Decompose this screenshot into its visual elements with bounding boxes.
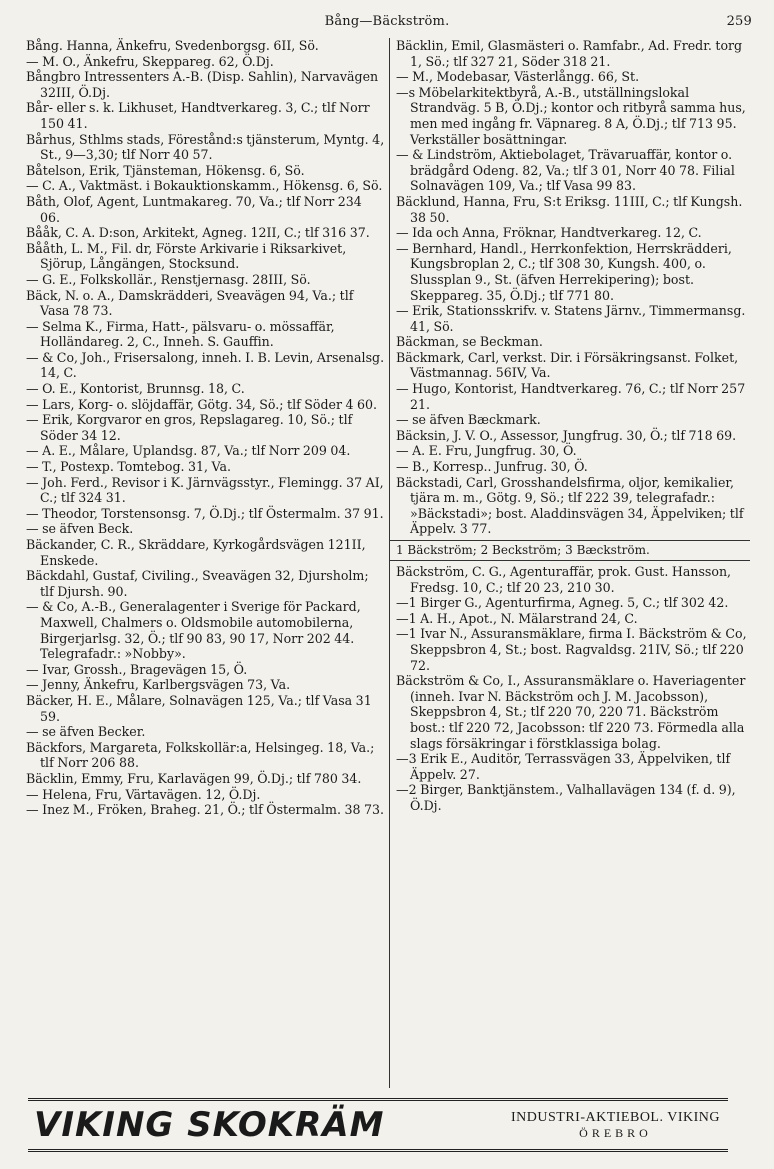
directory-entry: Bäckdahl, Gustaf, Civiling., Sveavägen 32, Djursholm; tlf Djursh. 90. [26,568,369,599]
directory-entry: — Jenny, Änkefru, Karlbergsvägen 73, Va. [26,677,291,693]
directory-entry: — M., Modebasar, Västerlångg. 66, St. [395,69,640,85]
directory-entry: Bångbro Intressenters A.-B. (Disp. Sahlin), Narvavägen 32III, Ö.Dj. [26,69,379,100]
directory-entry: — Joh. Ferd., Revisor i K. Järnvägsstyr., Flemingg. 37 AI, C.; tlf 324 31. [26,474,384,506]
directory-entry: Bäckström & Co, I., Assuransmäklare o. Haveriagenter (inneh. Ivar N. Bäckström och J. M. Jacobsson), Skeppsbron 4, St.; tlf 220 70, 220 71. Bäckström bost.: tlf 220 72, Jacobsson: tlf 220 73. Förmedla alla slags försäkringar i förstklassiga bolag. [395,673,746,751]
directory-entry: — Inez M., Fröken, Braheg. 21, Ö.; tlf Östermalm. 38 73. [26,802,385,818]
directory-entry: Båtelson, Erik, Tjänsteman, Hökensg. 6, Sö. [26,162,305,178]
directory-entry: Bäcklin, Emmy, Fru, Karlavägen 99, Ö.Dj.; tlf 780 34. [26,770,362,786]
directory-entry: — A. E., Målare, Uplandsg. 87, Va.; tlf Norr 209 04. [26,443,351,459]
directory-entry: — B., Korresp.. Junfrug. 30, Ö. [395,459,588,475]
directory-entry: — M. O., Änkefru, Skeppareg. 62, Ö.Dj. [26,53,274,69]
directory-entry: Bårhus, Sthlms stads, Förestånd:s tjänsterum, Myntg. 4, St., 9—3,30; tlf Norr 40 57. [26,131,385,163]
directory-entry: — Selma K., Firma, Hatt-, pälsvaru- o. mössaffär, Holländareg. 2, C., Inneh. S. Gauffin. [26,318,335,350]
directory-entry: — T., Postexp. Tomtebog. 31, Va. [26,459,231,475]
directory-entry: Bäcksin, J. V. O., Assessor, Jungfrug. 30, Ö.; tlf 718 69. [395,427,737,443]
directory-entry: —1 Birger G., Agenturfirma, Agneg. 5, C.; tlf 302 42. [395,595,729,611]
directory-entry: — & Co, Joh., Frisersalong, inneh. I. B. Levin, Arsenalsg. 14, C. [26,349,385,381]
directory-entry: — & Co, A.-B., Generalagenter i Sverige för Packard, Maxwell, Chalmers o. Oldsmobile automobilerna, Birgerjarlsg. 32, Ö.; tlf 90 83, 90 17, Norr 202 44. Telegrafadr.: »Nobby». [26,599,361,662]
manufacturer [511,1110,728,1141]
directory-entry: — A. E. Fru, Jungfrug. 30, Ö. [395,443,577,459]
directory-entry: Bäckström, C. G., Agenturaffär, prok. Gust. Hansson, Fredsg. 10, C.; tlf 20 23, 210 30. [395,564,732,595]
directory-columns [26,38,750,1088]
page-number: 259 [726,14,752,29]
directory-entry: — Lars, Korg- o. slöjdaffär, Götg. 34, Sö.; tlf Söder 4 60. [26,396,378,412]
manufacturer-name: INDUSTRI-AKTIEBOL. VIKING [511,1109,720,1125]
directory-entry: — se äfven Bæckmark. [395,412,541,428]
directory-entry: — G. E., Folkskollär., Renstjernasg. 28III, Sö. [26,271,311,287]
directory-entry: — Erik, Korgvaror en gros, Repslagareg. 10, Sö.; tlf Söder 34 12. [26,412,353,443]
directory-entry: Bäckman, se Beckman. [395,334,543,350]
directory-entry: — se äfven Becker. [26,724,146,740]
directory-entry: Bäcklin, Emil, Glasmästeri o. Ramfabr., Ad. Fredr. torg 1, Sö.; tlf 327 21, Söder 318 21. [395,38,743,69]
directory-entry: Bäckfors, Margareta, Folkskollär:a, Helsingeg. 18, Va.; tlf Norr 206 88. [26,739,375,771]
directory-entry: —3 Erik E., Auditör, Terrassvägen 33, Äppelviken, tlf Äppelv. 27. [395,751,731,782]
right-column [390,38,750,1088]
directory-entry: Bäckander, C. R., Skräddare, Kyrkogårdsvägen 121II, Enskede. [26,537,366,568]
directory-entry: Bååk, C. A. D:son, Arkitekt, Agneg. 12II, C.; tlf 316 37. [26,225,370,241]
directory-entry: — Ivar, Grossh., Bragevägen 15, Ö. [26,661,248,677]
running-head [0,14,774,29]
right-column-bottom [396,564,750,814]
directory-entry: — O. E., Kontorist, Brunnsg. 18, C. [26,381,245,397]
directory-entry: — Helena, Fru, Värtavägen. 12, Ö.Dj. [26,786,261,802]
directory-entry: Bäckmark, Carl, verkst. Dir. i Försäkringsanst. Folket, Västmannag. 56IV, Va. [395,349,739,381]
directory-entry: Bång. Hanna, Änkefru, Svedenborgsg. 6II, Sö. [26,38,319,53]
directory-entry: Båth, Olof, Agent, Luntmakareg. 70, Va.; tlf Norr 234 06. [26,193,362,225]
directory-entry: — & Lindström, Aktiebolaget, Trävaruaffär, kontor o. brädgård Odeng. 82, Va.; tlf 3 01, Norr 40 78. Filial Solnavägen 109, Va.; tlf Vasa 99 83. [395,147,735,194]
directory-entry: Bäckstadi, Carl, Grosshandelsfirma, oljor, kemikalier, tjära m. m., Götg. 9, Sö.; tlf 222 39, telegrafadr.: »Bäckstadi»; bost. Aladdinsvägen 34, Äppelviken; tlf Äppelv. 3 77. [395,474,744,537]
directory-entry: —2 Birger, Banktjänstem., Valhallavägen 134 (f. d. 9), Ö.Dj. [395,782,736,813]
directory-entry: — Ida och Anna, Fröknar, Handtverkareg. 12, C. [395,225,702,241]
directory-entry: Bååth, L. M., Fil. dr, Förste Arkivarie i Riksarkivet, Sjörup, Långängen, Stocksund. [26,240,347,272]
directory-entry: — Theodor, Torstensonsg. 7, Ö.Dj.; tlf Östermalm. 37 91. [26,505,384,521]
brand-name: VIKING SKOKRÄM [34,1105,385,1145]
right-column-top [396,38,750,537]
directory-entry: — Bernhard, Handl., Herrkonfektion, Herrskrädderi, Kungsbroplan 2, C.; tlf 308 30, Kungsh. 400, o. Slussplan 9., St. (äfven Herrekipering); bost. Skeppareg. 35, Ö.Dj.; tlf 771 80. [395,240,732,303]
name-variant-note: 1 Bäckström; 2 Beckström; 3 Bæckström. [390,540,750,561]
directory-entry: Bäck, N. o. A., Damskrädderi, Sveavägen 94, Va.; tlf Vasa 78 73. [26,287,354,319]
directory-entry: Bäcklund, Hanna, Fru, S:t Eriksg. 11III, C.; tlf Kungsh. 38 50. [395,193,743,225]
directory-entry: —s Möbelarkitektbyrå, A.-B., utställningslokal Strandväg. 5 B, Ö.Dj.; kontor och ritbyrå samma hus, men med ingång fr. Väpnareg. 8 A, Ö.Dj.; tlf 713 95. Verkställer bosättningar. [395,84,746,147]
advertisement-banner [28,1098,728,1152]
directory-entry: — Hugo, Kontorist, Handtverkareg. 76, C.; tlf Norr 257 21. [395,381,746,412]
page-title: Bång—Bäckström. [324,14,450,29]
directory-entry: Bäcker, H. E., Målare, Solnavägen 125, Va.; tlf Vasa 31 59. [26,692,372,724]
directory-entry: —1 Ivar N., Assuransmäklare, firma I. Bäckström & Co, Skeppsbron 4, St.; bost. Ragvaldsg. 21IV, Sö.; tlf 220 72. [395,626,747,673]
directory-entry: Bår- eller s. k. Likhuset, Handtverkareg. 3, C.; tlf Norr 150 41. [26,100,370,131]
left-column [26,38,390,1088]
manufacturer-city: ÖREBRO [579,1125,652,1140]
directory-entry: —1 A. H., Apot., N. Mälarstrand 24, C. [395,610,638,626]
directory-entry: — Erik, Stationsskrifv. v. Statens Järnv., Timmermansg. 41, Sö. [395,303,746,334]
directory-entry: — C. A., Vaktmäst. i Bokauktionskamm., Hökensg. 6, Sö. [26,178,383,194]
directory-entry: — se äfven Beck. [26,521,134,537]
